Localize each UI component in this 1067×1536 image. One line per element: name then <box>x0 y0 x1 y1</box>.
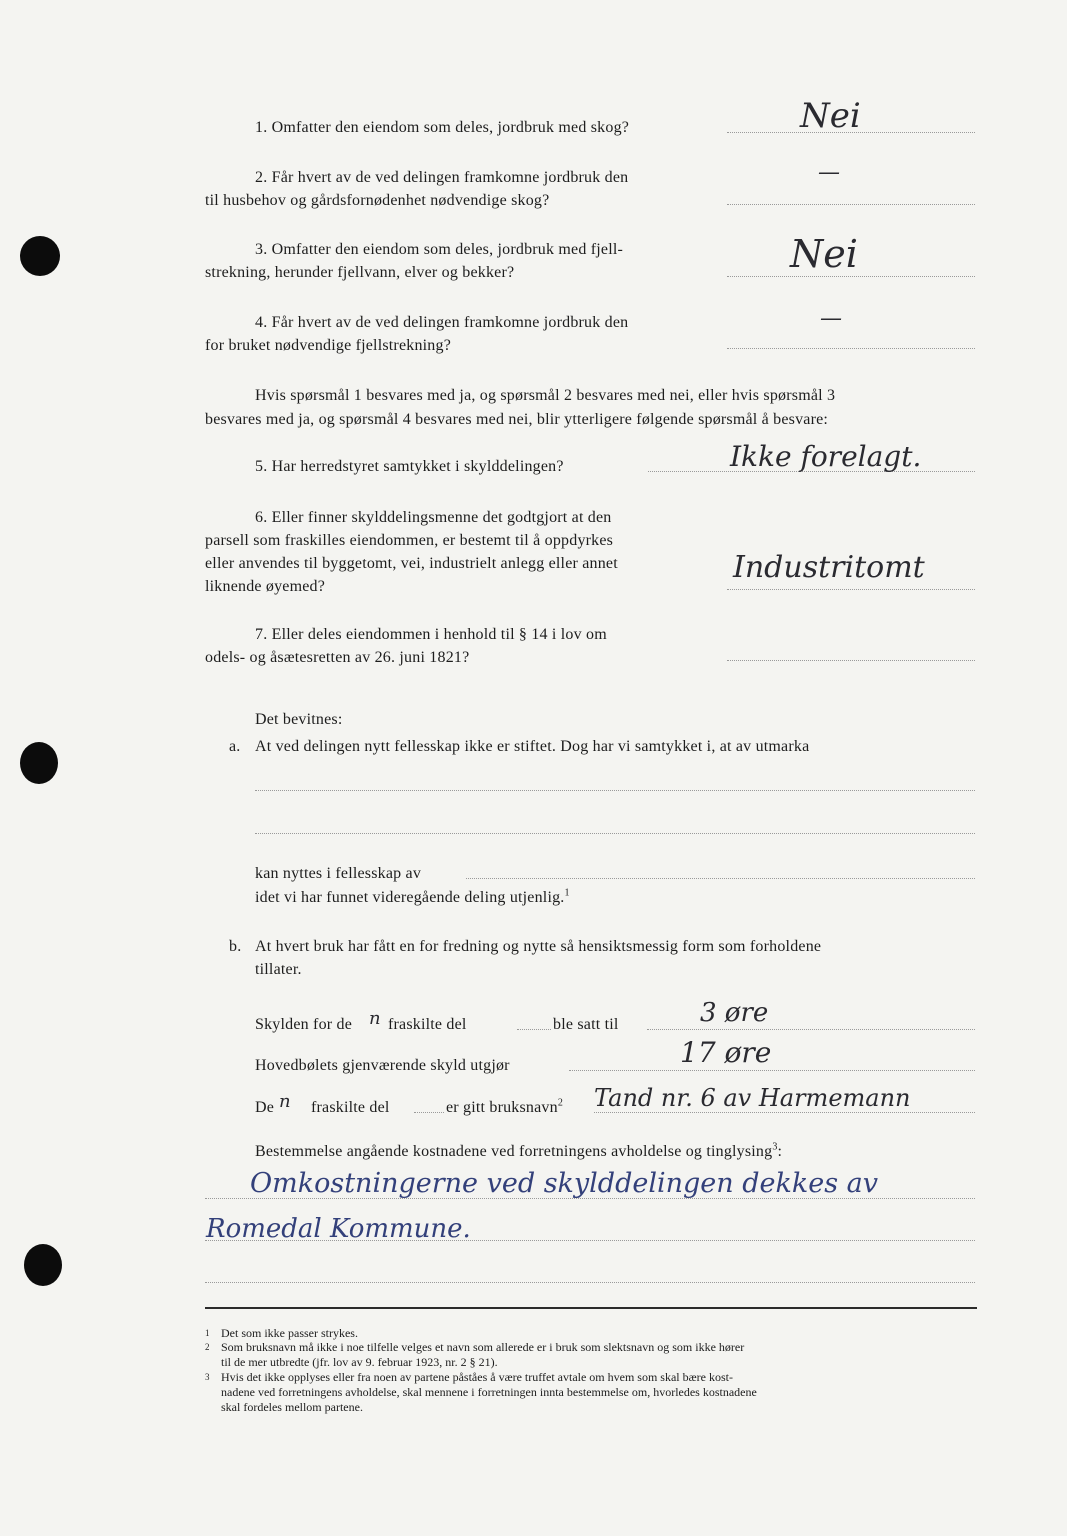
attest-a-blank-1 <box>255 790 975 791</box>
attest-b-label: b. <box>229 938 242 955</box>
skyld-line-3-a: De <box>255 1099 275 1116</box>
question-3-line-1: 3. Omfatter den eiendom som deles, jordbruk med fjell- <box>255 241 624 258</box>
footnote-3-line-2: nadene ved forretningens avholdelse, skal mennene i forretningen innta bestemmelse om, hvorledes kostnadene <box>221 1385 757 1399</box>
attest-a-blank-3 <box>466 878 975 879</box>
cost-heading-text: Bestemmelse angående kostnadene ved forretningens avholdelse og tinglysing <box>255 1143 773 1160</box>
footnote-2-line-1: Som bruksnavn må ikke i noe tilfelle velges et navn som allerede er i bruk som slektsnavn og som ikke hører <box>221 1340 745 1354</box>
cost-handwritten-line-1: Omkostningerne ved skylddelingen dekkes av <box>250 1168 878 1199</box>
answer-5-handwritten: Ikke forelagt. <box>730 440 922 473</box>
question-6-line-1: 6. Eller finner skylddelingsmenne det godtgjort at den <box>255 509 612 526</box>
skyld-line-3-answer: Tand nr. 6 av Harmemann <box>594 1084 911 1112</box>
cost-heading-end: : <box>777 1143 783 1160</box>
cost-blank-1 <box>205 1198 975 1199</box>
cost-handwritten-line-2: Romedal Kommune. <box>206 1214 471 1244</box>
attest-a-line-2: kan nyttes i fellesskap av <box>255 865 422 882</box>
answer-line-3 <box>727 276 975 277</box>
answer-4-handwritten: — <box>820 306 842 331</box>
question-1: 1. Omfatter den eiendom som deles, jordbruk med skog? <box>255 119 630 136</box>
attest-a-line-3 <box>255 886 570 909</box>
question-4-line-1: 4. Får hvert av de ved delingen framkomne jordbruk den <box>255 314 629 331</box>
question-2-line-2: til husbehov og gårdsfornødenhet nødvendige skog? <box>205 192 550 209</box>
question-5: 5. Har herredstyret samtykket i skylddelingen? <box>255 458 564 475</box>
attest-a-blank-2 <box>255 833 975 834</box>
skyld-line-3-hw: n <box>279 1091 291 1112</box>
answer-1-handwritten: Nei <box>800 96 861 136</box>
cost-blank-3 <box>205 1282 975 1283</box>
skyld-line-3-b: fraskilte del <box>311 1099 390 1116</box>
footnote-2-number: 2 <box>205 1342 210 1352</box>
skyld-line-1-blank-b <box>647 1029 975 1030</box>
question-7-line-1: 7. Eller deles eiendommen i henhold til § 14 i lov om <box>255 626 607 643</box>
attest-b-line-1: At hvert bruk har fått en for fredning og nytte så hensiktsmessig form som forholdene <box>255 938 822 955</box>
attest-heading: Det bevitnes: <box>255 711 343 728</box>
attest-a-label: a. <box>229 738 241 755</box>
skyld-line-1-answer: 3 øre <box>700 998 769 1028</box>
answer-6-handwritten: Industritomt <box>733 550 925 585</box>
question-3-line-2: strekning, herunder fjellvann, elver og bekker? <box>205 264 515 281</box>
skyld-line-2-answer: 17 øre <box>680 1036 772 1069</box>
condition-line-1: Hvis spørsmål 1 besvares med ja, og spørsmål 2 besvares med nei, eller hvis spørsmål 3 <box>255 387 836 404</box>
answer-line-4 <box>727 348 975 349</box>
footnote-1-line-1: Det som ikke passer strykes. <box>221 1326 358 1340</box>
answer-2-handwritten: — <box>818 160 840 185</box>
footnote-3-number: 3 <box>205 1372 210 1382</box>
question-6-line-2: parsell som fraskilles eiendommen, er bestemt til å oppdyrkes <box>205 532 614 549</box>
footnote-3-line-1: Hvis det ikke opplyses eller fra noen av partene påståes å være truffet avtale om hvem som skal bære kost- <box>221 1370 733 1384</box>
skyld-line-1-blank-a <box>517 1029 551 1030</box>
footnote-ref-2: 2 <box>557 1097 564 1109</box>
condition-line-2: besvares med ja, og spørsmål 4 besvares med nei, blir ytterligere følgende spørsmål å besvare: <box>205 411 829 428</box>
answer-line-7 <box>727 660 975 661</box>
skyld-line-3-blank-a <box>414 1112 444 1113</box>
footnote-ref-1: 1 <box>564 887 570 899</box>
skyld-line-1-b: fraskilte del <box>388 1016 467 1033</box>
skyld-line-2: Hovedbølets gjenværende skyld utgjør <box>255 1057 510 1074</box>
question-6-line-3: eller anvendes til byggetomt, vei, industrielt anlegg eller annet <box>205 555 618 572</box>
skyld-line-1-a: Skylden for de <box>255 1016 353 1033</box>
footnote-ref-3: 3 <box>772 1141 778 1153</box>
footnote-1-number: 1 <box>205 1328 210 1338</box>
question-7-line-2: odels- og åsætesretten av 26. juni 1821? <box>205 649 470 666</box>
skyld-line-3-blank-b <box>594 1112 975 1113</box>
question-6-line-4: liknende øyemed? <box>205 578 326 595</box>
question-4-line-2: for bruket nødvendige fjellstrekning? <box>205 337 451 354</box>
skyld-line-1-c: ble satt til <box>553 1016 619 1033</box>
cost-heading <box>255 1140 782 1163</box>
punch-hole-middle <box>20 742 58 784</box>
punch-hole-bottom <box>24 1244 62 1286</box>
answer-line-2 <box>727 204 975 205</box>
cost-blank-2 <box>205 1240 975 1241</box>
punch-hole-top <box>20 236 60 276</box>
question-2-line-1: 2. Får hvert av de ved delingen framkomne jordbruk den <box>255 169 629 186</box>
skyld-line-3-c-text: er gitt bruksnavn <box>446 1099 558 1116</box>
attest-a-text: At ved delingen nytt fellesskap ikke er stiftet. Dog har vi samtykket i, at av utmarka <box>255 738 810 755</box>
attest-a-line-3-text: idet vi har funnet videregående deling utjenlig. <box>255 889 565 906</box>
attest-b-line-2: tillater. <box>255 961 302 978</box>
skyld-line-1-hw: n <box>369 1008 381 1029</box>
skyld-line-2-blank <box>569 1070 975 1071</box>
skyld-line-3-c <box>446 1096 563 1119</box>
footnote-3-line-3: skal fordeles mellom partene. <box>221 1400 363 1414</box>
footnote-rule <box>205 1307 977 1309</box>
footnote-2-line-2: til de mer utbredte (jfr. lov av 9. februar 1923, nr. 2 § 21). <box>221 1355 498 1369</box>
answer-line-6 <box>727 589 975 590</box>
answer-3-handwritten: Nei <box>790 232 858 276</box>
